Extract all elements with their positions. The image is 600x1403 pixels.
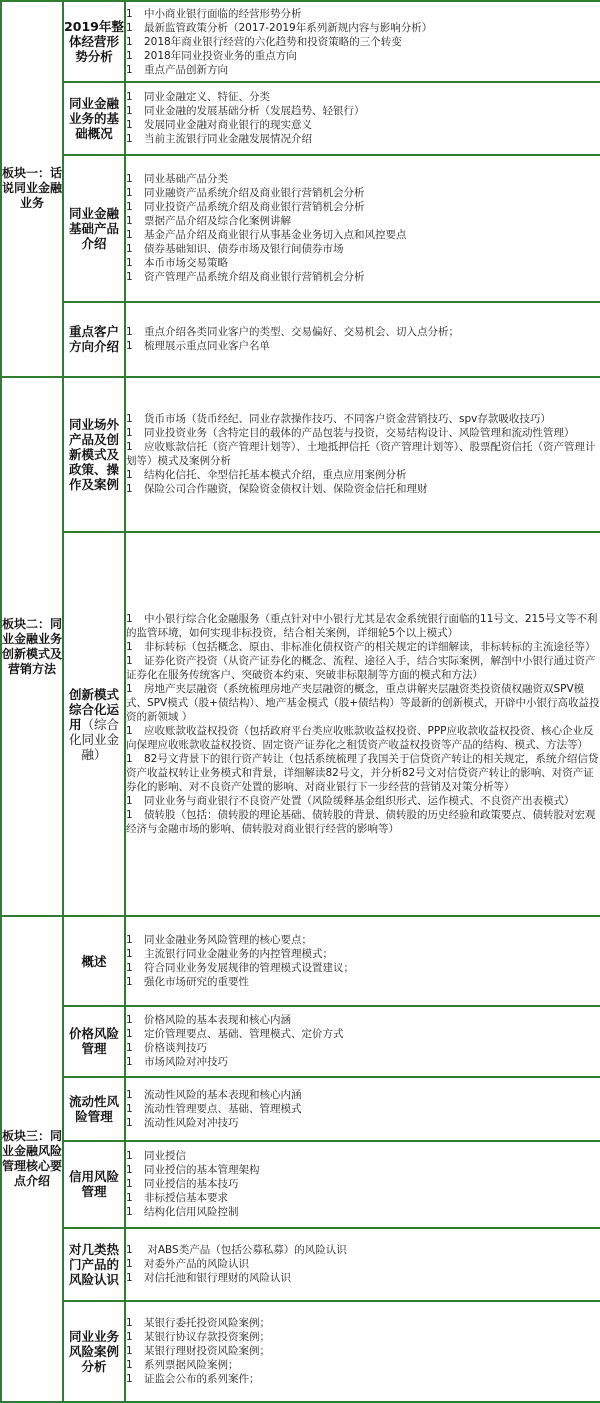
outline-row [1,532,600,916]
bullet-marker: 1 [126,753,133,766]
list-item-text: 同业授信 [144,1150,186,1163]
list-item-text: 最新监管政策分析（2017-2019年系列新规内容与影响分析） [144,21,433,34]
list-item-text: 基金产品介绍及商业银行从事基金业务切入点和风控要点 [144,229,407,242]
bullet-marker: 1 [126,441,133,454]
section-items [125,1301,600,1402]
outline-row [1,82,600,155]
section-title-text: 流动性风险管理 [68,1093,119,1124]
list-item-text: 同业金融定义、特征、分类 [144,91,270,104]
list-item [126,440,600,468]
list-item [126,1344,600,1358]
list-item-text: 重点介绍各类同业客户的类型、交易偏好、交易机会、切入点分析； [144,326,459,339]
bullet-marker: 1 [126,469,133,482]
list-item [126,242,600,256]
module-title [1,1,63,377]
section-title-text: 对几类热门产品的风险认识 [68,1241,119,1287]
bullet-marker: 1 [126,1206,133,1219]
list-item [126,1358,600,1372]
list-item-text: 应收账款信托（资产管理计划等）、土地抵押信托（资产管理计划等）、股票配资信托（资产管理计划等）模式及案例分析 [126,441,596,468]
list-item [126,1013,600,1027]
section-title-text: 信用风险管理 [68,1169,119,1200]
list-item [126,794,600,808]
list-item [126,172,600,186]
section-title [63,1228,125,1301]
bullet-marker: 1 [126,49,133,62]
bullet-marker: 1 [126,1164,133,1177]
section-subtitle: （综合化同业金融） [68,716,120,762]
bullet-marker: 1 [126,215,133,228]
section-items [125,916,600,1006]
bullet-marker: 1 [126,271,133,284]
list-item-text: 系列票据风险案例； [144,1359,239,1372]
list-item [126,7,600,21]
section-title [63,916,125,1006]
section-title [63,532,125,916]
list-item-text: 货币市场（货币经纪、同业存款操作技巧、不同客户资金营销技巧、spv存款吸收技巧） [144,413,551,426]
list-item [126,426,600,440]
list-item-text: 2018年商业银行经营的六化趋势和投资策略的三个转变 [144,35,402,48]
list-item-text: 同业融资产品系统介绍及商业银行营销机会分析 [144,187,365,200]
module-title-text: 板块一：话说同业金融业务 [2,166,63,211]
list-item-text: 当前主流银行同业金融发展情况介绍 [144,133,312,146]
list-item-text: 房地产夹层融资（系统梳理房地产夹层融资的概念，重点讲解夹层融资类投资债权融资双SPV模式、SPV模式（股+债结构）、地产基金模式（股+债结构）等最新的创新模式，开辟中小银行高收益投资的新领域 ） [126,683,600,724]
bullet-marker: 1 [126,1345,133,1358]
bullet-marker: 1 [126,1272,133,1285]
bullet-marker: 1 [126,1150,133,1163]
list-item-text: 价格谈判技巧 [144,1042,207,1055]
list-item-text: 同业投资业务（含特定目的载体的产品包装与投资，交易结构设计、风险管理和流动性管理） [144,427,575,440]
list-item-text: 价格风险的基本表现和核心内涵 [144,1014,291,1027]
list-item-text: 非标授信基本要求 [144,1192,228,1205]
list-item-text: 结构化信托、伞型信托基本模式介绍，重点应用案例分析 [144,469,407,482]
list-item-text: 2018年同业投资业务的重点方向 [144,49,297,62]
section-title [63,302,125,377]
list-item [126,186,600,200]
list-item [126,468,600,482]
list-item [126,21,600,35]
list-item [126,49,600,63]
bullet-marker: 1 [126,173,133,186]
list-item-text: 同业投资产品系统介绍及商业银行营销机会分析 [144,201,365,214]
section-title [63,155,125,302]
bullet-marker: 1 [126,1359,133,1372]
section-title [63,1077,125,1141]
section-title-text: 重点客户方向介绍 [68,324,119,355]
list-item [126,63,600,77]
list-item [126,1372,600,1386]
outline-row [1,1141,600,1228]
bullet-marker: 1 [126,1088,133,1101]
list-item [126,256,600,270]
list-item-text: 对委外产品的风险认识 [144,1258,249,1271]
list-item [126,933,600,947]
bullet-marker: 1 [126,1014,133,1027]
list-item [126,132,600,146]
list-item [126,1088,600,1102]
bullet-marker: 1 [126,1028,133,1041]
bullet-marker: 1 [126,201,133,214]
bullet-marker: 1 [126,934,133,947]
module-title-text: 板块三：同业金融风险管理核心要点介绍 [2,1129,63,1189]
list-item-text: 债转股（包括：债转股的理论基础、债转股的背景、债转股的历史经验和政策要点、债转股对宏观经济与金融市场的影响、债转股对商业银行经营的影响等） [126,809,596,836]
bullet-marker: 1 [126,119,133,132]
section-items [125,1077,600,1141]
list-item [126,612,600,640]
list-item-text: 票据产品介绍及综合化案例讲解 [144,215,291,228]
list-item-text: 本币市场交易策略 [144,257,228,270]
list-item-text: 证监会公布的系列案件； [144,1373,260,1386]
list-item-text: 梳理展示重点同业客户名单 [144,340,270,353]
list-item [126,1177,600,1191]
list-item [126,118,600,132]
list-item-text: 流动性管理要点、基础、管理模式 [144,1102,302,1115]
list-item-text: 中小商业银行面临的经营形势分析 [144,7,302,20]
list-item [126,682,600,724]
list-item [126,214,600,228]
bullet-marker: 1 [126,427,133,440]
list-item-text: 市场风险对冲技巧 [144,1056,228,1069]
list-item [126,270,600,284]
list-item [126,640,600,654]
list-item-text: 对信托池和银行理财的风险认识 [144,1272,291,1285]
bullet-marker: 1 [126,187,133,200]
list-item-text: 同业授信的基本技巧 [144,1178,239,1191]
list-item [126,961,600,975]
list-item-text: 82号文背景下的银行资产转让（包括系统梳理了我国关于信贷资产转让的相关规定，系统介绍信贷资产收益权转让业务模式和背景，详细解读82号文，并分析82号文对信贷资产转让的影响、对资产证券化的影响、对不良资产处置的影响、对商业银行下一步经营的营销及对策分析等） [126,753,599,794]
list-item [126,975,600,989]
bullet-marker: 1 [126,257,133,270]
list-item [126,1257,600,1271]
list-item [126,752,600,794]
outline-row [1,1228,600,1301]
bullet-marker: 1 [126,1102,133,1115]
bullet-marker: 1 [126,683,133,696]
section-items [125,155,600,302]
outline-row [1,377,600,533]
list-item-text: 结构化信用风险控制 [144,1206,239,1219]
bullet-marker: 1 [126,1192,133,1205]
section-title [63,1141,125,1228]
bullet-marker: 1 [126,91,133,104]
list-item-text: 发展同业金融对商业银行的现实意义 [144,119,312,132]
bullet-marker: 1 [126,413,133,426]
section-items [125,82,600,155]
list-item [126,1041,600,1055]
bullet-marker: 1 [126,795,133,808]
bullet-marker: 1 [126,1317,133,1330]
list-item-text: 某银行理财投资风险案例； [144,1345,270,1358]
section-title-text: 同业场外产品及创新模式及政策、操作及案例 [68,416,119,492]
bullet-marker: 1 [126,613,133,626]
list-item-text: 重点产品创新方向 [144,63,228,76]
outline-row [1,1077,600,1141]
list-item-text: 同业基础产品分类 [144,173,228,186]
outline-row [1,1,600,82]
bullet-marker: 1 [126,1258,133,1271]
outline-row [1,1301,600,1402]
list-item-text: 流动性风险的基本表现和核心内涵 [144,1088,302,1101]
bullet-marker: 1 [126,655,133,668]
section-items [125,1228,600,1301]
bullet-marker: 1 [126,63,133,76]
section-title-text: 同业业务风险案例分析 [68,1328,119,1374]
list-item [126,1116,600,1130]
module-title [1,916,63,1402]
list-item-text: 主流银行同业金融业务的内控管理模式； [144,948,333,961]
list-item-text: 同业金融业务风险管理的核心要点； [144,934,312,947]
list-item [126,1027,600,1041]
list-item-text: 定价管理要点、基础、管理模式、定价方式 [144,1028,344,1041]
section-items [125,1141,600,1228]
bullet-marker: 1 [126,1042,133,1055]
bullet-marker: 1 [126,105,133,118]
module-title-text: 板块二：同业金融业务创新模式及营销方法 [2,616,63,676]
section-items [125,302,600,377]
list-item [126,1316,600,1330]
bullet-marker: 1 [126,641,133,654]
list-item [126,412,600,426]
bullet-marker: 1 [126,7,133,20]
list-item-text: 保险公司合作融资，保险资金债权计划、保险资金信托和理财 [144,483,428,496]
list-item-text: 非标转标（包括概念、原由、非标准化债权资产的相关规定的详细解读，非标转标的主流途径等） [144,641,596,654]
bullet-marker: 1 [126,1116,133,1129]
list-item [126,90,600,104]
bullet-marker: 1 [126,725,133,738]
list-item [126,35,600,49]
section-items [125,1,600,82]
section-title-text: 2019年整体经营形势分析 [64,19,124,65]
list-item [126,1271,600,1285]
section-title [63,82,125,155]
bullet-marker: 1 [126,229,133,242]
list-item-text: 同业授信的基本管理架构 [144,1164,260,1177]
list-item [126,104,600,118]
list-item [126,1205,600,1219]
list-item-text: 某银行委托投资风险案例； [144,1317,270,1330]
section-title-text: 同业金融业务的基础概况 [68,95,119,141]
section-title [63,1006,125,1076]
list-item [126,1055,600,1069]
list-item [126,339,600,353]
section-title [63,377,125,533]
bullet-marker: 1 [126,948,133,961]
bullet-marker: 1 [126,1244,133,1257]
bullet-marker: 1 [126,243,133,256]
section-items [125,1006,600,1076]
section-title-text: 创新模式综合化运用 [68,686,119,732]
bullet-marker: 1 [126,35,133,48]
list-item [126,1163,600,1177]
list-item-text: 应收账款收益权投资（包括政府平台类应收账款收益权投资、PPP应收款收益权投资、核心企业反向保理应收账款收益权投资、固定资产证券化之租赁资产收益权投资等产品的结构、模式、方法等） [126,725,594,752]
list-item-text: 资产管理产品系统介绍及商业银行营销机会分析 [144,271,365,284]
outline-row [1,155,600,302]
section-title-text: 同业金融基础产品介绍 [68,205,119,251]
list-item [126,1191,600,1205]
bullet-marker: 1 [126,976,133,989]
bullet-marker: 1 [126,1056,133,1069]
list-item-text: 强化市场研究的重要性 [144,976,249,989]
list-item-text: 某银行协议存款投资案例； [144,1331,270,1344]
bullet-marker: 1 [126,809,133,822]
bullet-marker: 1 [126,1331,133,1344]
list-item [126,1330,600,1344]
list-item-text: 证券化资产投资（从资产证券化的概念、流程、途径入手，结合实际案例，解剖中小银行通过资产证券化在服务传统客户、突破资本约束、突破非标限制等方面的模式和方法） [126,655,596,682]
outline-row [1,302,600,377]
list-item-text: 符合同业业务发展规律的管理模式设置建议； [144,962,354,975]
section-items [125,532,600,916]
section-title [63,1,125,82]
section-items [125,377,600,533]
list-item [126,325,600,339]
list-item [126,228,600,242]
list-item [126,200,600,214]
bullet-marker: 1 [126,21,133,34]
list-item-text: 同业业务与商业银行不良资产处置（风险缓释基金组织形式、运作模式、不良资产出表模式） [144,795,575,808]
list-item-text: 同业金融的发展基础分析（发展趋势、轻银行） [144,105,365,118]
module-title [1,377,63,917]
list-item [126,1102,600,1116]
section-title-text: 价格风险管理 [68,1026,119,1057]
list-item [126,482,600,496]
section-title [63,1301,125,1402]
outline-row [1,916,600,1006]
list-item [126,947,600,961]
list-item-text: 对ABS类产品（包括公募私募）的风险认识 [144,1244,347,1257]
bullet-marker: 1 [126,1373,133,1386]
list-item-text: 流动性风险对冲技巧 [144,1116,239,1129]
list-item [126,1149,600,1163]
list-item [126,1243,600,1257]
outline-row [1,1006,600,1076]
bullet-marker: 1 [126,962,133,975]
list-item [126,654,600,682]
list-item-text: 中小银行综合化金融服务（重点针对中小银行尤其是农金系统银行面临的11号文、215号文等不利的监管环境，如何实现非标投资，结合相关案例，详细轮5个以上模式） [126,613,598,640]
bullet-marker: 1 [126,340,133,353]
bullet-marker: 1 [126,133,133,146]
bullet-marker: 1 [126,326,133,339]
section-title-text: 概述 [81,953,107,969]
list-item-text: 债券基础知识、债券市场及银行间债券市场 [144,243,344,256]
bullet-marker: 1 [126,483,133,496]
list-item [126,808,600,836]
list-item [126,724,600,752]
bullet-marker: 1 [126,1178,133,1191]
